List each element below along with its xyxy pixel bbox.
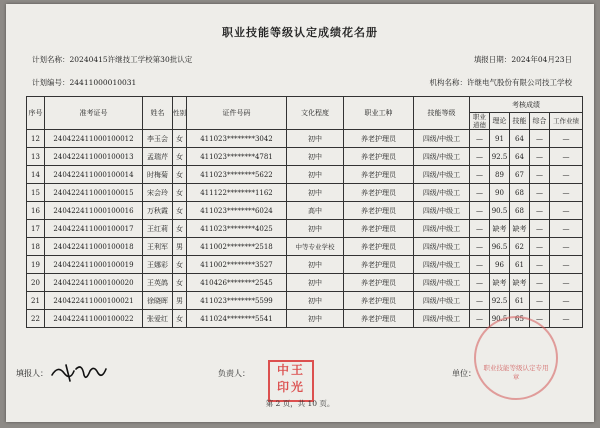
cell-skill: 68 [510, 202, 530, 220]
cell-no: 14 [27, 166, 45, 184]
cell-name: 徐晓晖 [143, 292, 173, 310]
cell-edu: 高中 [287, 202, 344, 220]
table-header [27, 97, 583, 130]
cell-comp: — [530, 256, 550, 274]
cell-comp: — [530, 220, 550, 238]
fill-date-value: 2024年04月23日 [511, 55, 572, 64]
cell-name: 王娜彩 [143, 256, 173, 274]
cell-work: — [550, 148, 583, 166]
cell-work: — [550, 292, 583, 310]
cell-comp: — [530, 148, 550, 166]
table-row [27, 256, 583, 274]
cell-name: 宋会玲 [143, 184, 173, 202]
header-no: 序号 [27, 97, 45, 130]
header-name: 姓名 [143, 97, 173, 130]
cell-work: — [550, 130, 583, 148]
cell-job: 养老护理员 [344, 274, 414, 292]
stamp-text: 职业技能等级认定专用章 [483, 364, 549, 381]
cell-level: 四级/中级工 [414, 220, 470, 238]
cell-ticket: 240422411000100022 [45, 310, 143, 328]
cell-id: 411023********6024 [187, 202, 287, 220]
org-row [430, 77, 573, 88]
plan-name-label: 计划名称： [32, 55, 70, 64]
cell-level: 四级/中级工 [414, 292, 470, 310]
cell-ticket: 240422411000100016 [45, 202, 143, 220]
cell-id: 411002********3527 [187, 256, 287, 274]
cell-theory: 缺考 [490, 220, 510, 238]
cell-skill: 68 [510, 184, 530, 202]
cell-gender: 女 [173, 148, 187, 166]
score-table [26, 96, 583, 328]
cell-theory: 91 [490, 130, 510, 148]
header-edu: 文化程度 [287, 97, 344, 130]
cell-comp: — [530, 274, 550, 292]
cell-gender: 女 [173, 310, 187, 328]
cell-ticket: 240422411000100020 [45, 274, 143, 292]
cell-comp: — [530, 238, 550, 256]
cell-name: 王利军 [143, 238, 173, 256]
cell-ethics: — [470, 130, 490, 148]
cell-id: 411023********5622 [187, 166, 287, 184]
cell-ethics: — [470, 202, 490, 220]
cell-no: 18 [27, 238, 45, 256]
cell-ticket: 240422411000100012 [45, 130, 143, 148]
cell-ticket: 240422411000100014 [45, 166, 143, 184]
cell-job: 养老护理员 [344, 166, 414, 184]
cell-edu: 初中 [287, 130, 344, 148]
cell-ethics: — [470, 292, 490, 310]
cell-gender: 女 [173, 166, 187, 184]
cell-skill: 67 [510, 166, 530, 184]
plan-name-row [32, 54, 192, 65]
table-row [27, 292, 583, 310]
cell-ticket: 240422411000100019 [45, 256, 143, 274]
cell-name: 张爱红 [143, 310, 173, 328]
cell-level: 四级/中级工 [414, 166, 470, 184]
cell-no: 15 [27, 184, 45, 202]
cell-level: 四级/中级工 [414, 184, 470, 202]
cell-name: 王红莉 [143, 220, 173, 238]
plan-no-row [32, 77, 136, 88]
cell-theory: 96 [490, 256, 510, 274]
cell-no: 13 [27, 148, 45, 166]
cell-theory: 96.5 [490, 238, 510, 256]
cell-id: 411122********1162 [187, 184, 287, 202]
cell-theory: 90 [490, 184, 510, 202]
cell-edu: 初中 [287, 274, 344, 292]
cell-id: 411023********5599 [187, 292, 287, 310]
seal-line-2: 印光 [276, 380, 305, 394]
cell-ticket: 240422411000100015 [45, 184, 143, 202]
cell-skill: 缺考 [510, 220, 530, 238]
cell-ticket: 240422411000100013 [45, 148, 143, 166]
cell-no: 17 [27, 220, 45, 238]
cell-edu: 初中 [287, 166, 344, 184]
fill-date-label: 填报日期： [473, 55, 512, 64]
cell-name: 王英鸽 [143, 274, 173, 292]
cell-job: 养老护理员 [344, 148, 414, 166]
cell-ticket: 240422411000100021 [45, 292, 143, 310]
cell-edu: 初中 [287, 256, 344, 274]
cell-comp: — [530, 292, 550, 310]
header-skill: 技能 [510, 113, 530, 130]
cell-theory: 90.5 [490, 310, 510, 328]
cell-gender: 女 [173, 220, 187, 238]
cell-no: 12 [27, 130, 45, 148]
cell-comp: — [530, 184, 550, 202]
cell-ethics: — [470, 166, 490, 184]
cell-ethics: — [470, 274, 490, 292]
cell-name: 万秋霞 [143, 202, 173, 220]
page-title: 职业技能等级认定成绩花名册 [222, 26, 378, 39]
cell-level: 四级/中级工 [414, 274, 470, 292]
org-value: 许继电气股份有限公司技工学校 [467, 78, 572, 87]
cell-id: 411023********4025 [187, 220, 287, 238]
cell-edu: 初中 [287, 310, 344, 328]
cell-edu: 初中 [287, 184, 344, 202]
cell-id: 411023********3042 [187, 130, 287, 148]
cell-work: — [550, 274, 583, 292]
cell-no: 21 [27, 292, 45, 310]
cell-comp: — [530, 166, 550, 184]
cell-gender: 女 [173, 130, 187, 148]
header-id: 证件号码 [187, 97, 287, 130]
table-row [27, 166, 583, 184]
cell-work: — [550, 256, 583, 274]
cell-edu: 中等专业学校 [287, 238, 344, 256]
cell-job: 养老护理员 [344, 220, 414, 238]
cell-gender: 男 [173, 292, 187, 310]
leader-label: 负责人： [218, 369, 250, 378]
filler-signature [50, 361, 108, 383]
cell-no: 20 [27, 274, 45, 292]
cell-job: 养老护理员 [344, 256, 414, 274]
cell-ticket: 240422411000100018 [45, 238, 143, 256]
cell-name: 孟瑞芹 [143, 148, 173, 166]
cell-work: — [550, 184, 583, 202]
seal-line-1: 中王 [276, 363, 305, 377]
table-row [27, 130, 583, 148]
cell-skill: 62 [510, 238, 530, 256]
header-job: 职业工种 [344, 97, 414, 130]
cell-theory: 92.5 [490, 148, 510, 166]
cell-gender: 女 [173, 184, 187, 202]
cell-job: 养老护理员 [344, 292, 414, 310]
cell-id: 411002********2518 [187, 238, 287, 256]
cell-level: 四级/中级工 [414, 256, 470, 274]
cell-edu: 初中 [287, 292, 344, 310]
personal-seal [268, 360, 314, 402]
cell-work: — [550, 310, 583, 328]
table-body [27, 130, 583, 328]
cell-no: 19 [27, 256, 45, 274]
cell-skill: 64 [510, 148, 530, 166]
cell-level: 四级/中级工 [414, 202, 470, 220]
page-info: 第 2 页，共 10 页。 [265, 399, 335, 408]
org-label: 机构名称： [429, 78, 467, 87]
cell-work: — [550, 202, 583, 220]
table-row [27, 202, 583, 220]
cell-gender: 男 [173, 238, 187, 256]
cell-job: 养老护理员 [344, 202, 414, 220]
cell-no: 16 [27, 202, 45, 220]
cell-job: 养老护理员 [344, 310, 414, 328]
cell-work: — [550, 166, 583, 184]
cell-theory: 92.5 [490, 292, 510, 310]
header-theory: 理论 [490, 113, 510, 130]
cell-skill: 64 [510, 130, 530, 148]
cell-comp: — [530, 202, 550, 220]
header-comp: 综合 [530, 113, 550, 130]
header-scores: 考核成绩 [470, 97, 583, 113]
table-row [27, 274, 583, 292]
cell-ethics: — [470, 256, 490, 274]
header-ethics: 职业道德 [470, 113, 490, 130]
cell-id: 410426********2545 [187, 274, 287, 292]
cell-gender: 女 [173, 256, 187, 274]
cell-edu: 初中 [287, 148, 344, 166]
cell-job: 养老护理员 [344, 130, 414, 148]
cell-name: 时梅菊 [143, 166, 173, 184]
official-stamp [474, 316, 558, 400]
cell-edu: 初中 [287, 220, 344, 238]
cell-no: 22 [27, 310, 45, 328]
filler-label: 填报人： [16, 369, 48, 378]
header-level: 技能等级 [414, 97, 470, 130]
cell-level: 四级/中级工 [414, 310, 470, 328]
cell-skill: 缺考 [510, 274, 530, 292]
cell-gender: 女 [173, 274, 187, 292]
cell-ticket: 240422411000100017 [45, 220, 143, 238]
cell-ethics: — [470, 310, 490, 328]
cell-work: — [550, 238, 583, 256]
cell-comp: — [530, 310, 550, 328]
cell-level: 四级/中级工 [414, 130, 470, 148]
cell-level: 四级/中级工 [414, 238, 470, 256]
header-gender: 性别 [173, 97, 187, 130]
plan-no-value: 24411000010031 [69, 78, 137, 87]
cell-name: 李玉会 [143, 130, 173, 148]
header-work: 工作业绩 [550, 113, 583, 130]
cell-skill: 61 [510, 292, 530, 310]
header-ticket: 准考证号 [45, 97, 143, 130]
cell-ethics: — [470, 220, 490, 238]
cell-ethics: — [470, 238, 490, 256]
unit-label: 单位： [452, 369, 476, 378]
table-row [27, 238, 583, 256]
cell-theory: 缺考 [490, 274, 510, 292]
cell-level: 四级/中级工 [414, 148, 470, 166]
table-row [27, 148, 583, 166]
cell-theory: 89 [490, 166, 510, 184]
cell-job: 养老护理员 [344, 184, 414, 202]
plan-no-label: 计划编号： [32, 78, 70, 87]
cell-id: 411023********4781 [187, 148, 287, 166]
table-row [27, 220, 583, 238]
cell-id: 411024********5541 [187, 310, 287, 328]
cell-ethics: — [470, 148, 490, 166]
cell-work: — [550, 220, 583, 238]
table-row [27, 184, 583, 202]
cell-skill: 65 [510, 310, 530, 328]
cell-ethics: — [470, 184, 490, 202]
cell-job: 养老护理员 [344, 238, 414, 256]
cell-comp: — [530, 130, 550, 148]
document-page [6, 4, 594, 422]
cell-gender: 女 [173, 202, 187, 220]
cell-skill: 61 [510, 256, 530, 274]
cell-theory: 90.5 [490, 202, 510, 220]
fill-date-row [474, 54, 572, 65]
plan-name-value: 20240415许继技工学校第30批认定 [69, 55, 193, 64]
